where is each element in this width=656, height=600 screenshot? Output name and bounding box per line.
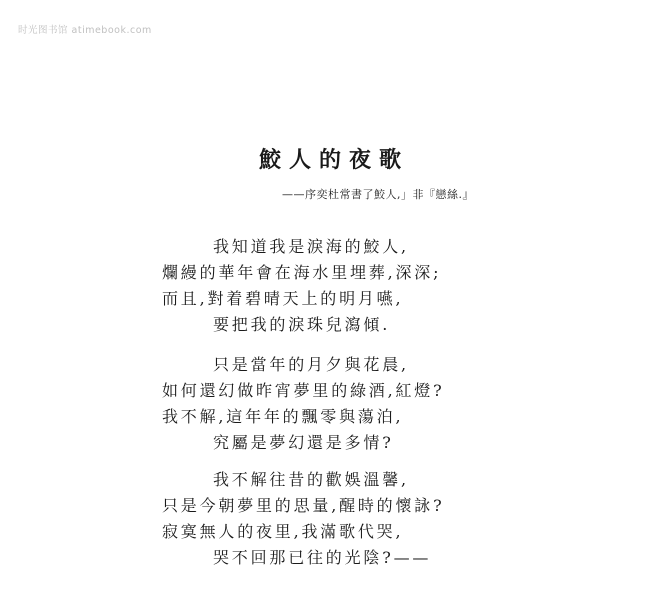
poem-line: 而且,對着碧晴天上的明月嚥, xyxy=(162,289,404,308)
poem-line: 我不解往昔的歡娛溫馨, xyxy=(213,470,409,489)
poem-line: 只是今朝夢里的思量,醒時的懷詠? xyxy=(162,496,445,515)
poem-line: 我不解,這年年的飄零與蕩泊, xyxy=(162,407,404,426)
poem-line: 只是當年的月夕與花晨, xyxy=(213,355,409,374)
poem-line: 究屬是夢幻還是多情? xyxy=(213,433,394,452)
watermark: 时光图书馆 atimebook.com xyxy=(18,25,152,36)
poem-line: 爛縵的華年會在海水里埋葬,深深; xyxy=(162,263,442,282)
poem-title: 鮫人的夜歌 xyxy=(258,147,409,173)
poem-line: 要把我的淚珠兒瀉傾. xyxy=(213,315,391,334)
poem-line: 哭不回那已往的光陰?—— xyxy=(213,548,432,567)
poem-line: 寂寞無人的夜里,我滿歌代哭, xyxy=(162,522,404,541)
poem-subtitle: ——序奕杜常書了鮫人,」非『戀絲.』 xyxy=(282,188,474,201)
poem-line: 如何還幻做昨宵夢里的綠酒,紅燈? xyxy=(162,381,445,400)
poem-line: 我知道我是淚海的鮫人, xyxy=(213,237,409,256)
